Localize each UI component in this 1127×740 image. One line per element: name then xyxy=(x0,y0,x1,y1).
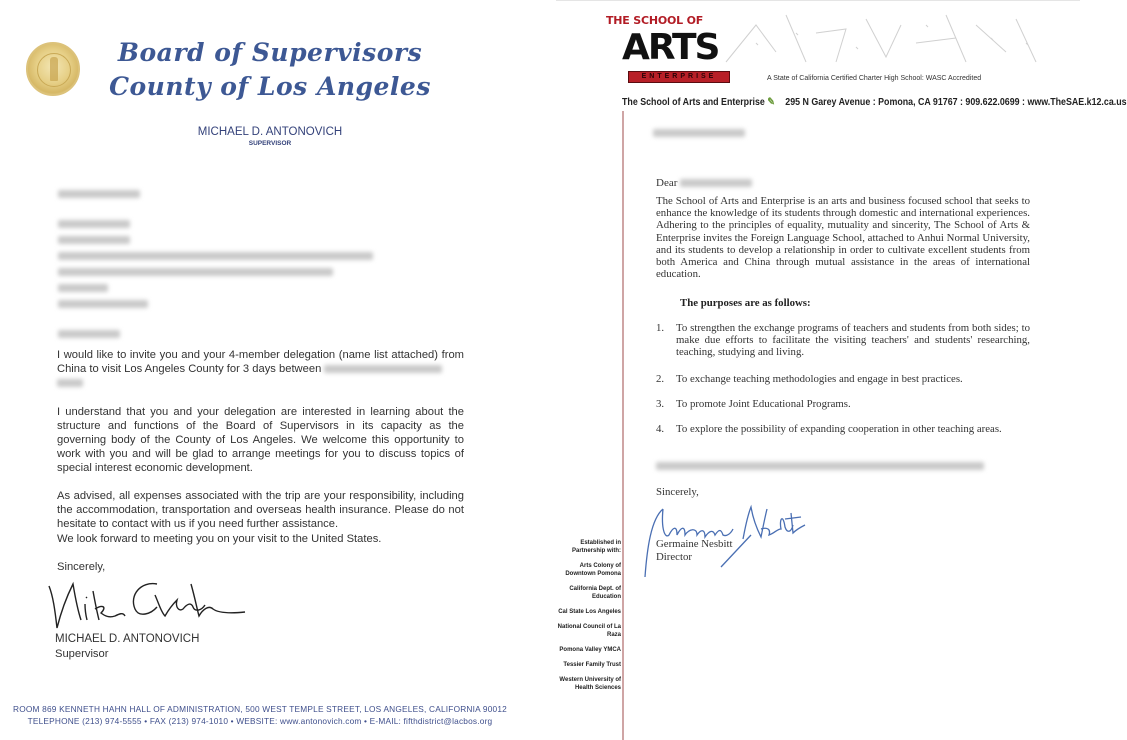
partner-item: California Dept. of Education xyxy=(569,586,621,600)
signer-name: Germaine Nesbitt xyxy=(656,538,733,550)
purpose-item: 1. To strengthen the exchange programs of teachers and students from both sides; to make due efforts to facilitate the visiting teachers' and students' researching, teaching, studying and living. xyxy=(656,322,1030,359)
footer-contact: TELEPHONE (213) 974-5555 • FAX (213) 974-1010 • WEBSITE: www.antonovich.com • E-MAIL: fifthdistrict@lacbos.org xyxy=(27,716,493,726)
partners-list xyxy=(556,539,621,699)
letterhead-line-1: Board of Supervisors xyxy=(117,38,423,67)
redacted-recipient-name xyxy=(680,179,752,187)
letter-paragraph: I would like to invite you and your 4-member delegation (name list attached) from China to visit Los Angeles County for 3 days between xyxy=(57,348,464,390)
purpose-item: 2. To exchange teaching methodologies and engage in best practices. xyxy=(656,373,963,385)
school-contact-line xyxy=(622,97,1127,109)
partner-item: Cal State Los Angeles xyxy=(558,609,621,615)
purpose-item: 3. To promote Joint Educational Programs. xyxy=(656,398,851,410)
redacted-line xyxy=(58,268,333,276)
school-address: 295 N Garey Avenue : Pomona, CA 91767 : 909.622.0699 : www.TheSAE.k12.ca.us xyxy=(785,97,1127,108)
redacted-line xyxy=(656,462,984,470)
school-name: The School of Arts and Enterprise xyxy=(622,97,765,108)
margin-rule xyxy=(622,111,624,740)
partner-item: Tessier Family Trust xyxy=(563,662,621,668)
logo-top-text: THE SCHOOL OF xyxy=(606,14,704,27)
signature-antonovich xyxy=(45,578,255,630)
la-county-letter xyxy=(0,0,540,739)
signer-title: Director xyxy=(656,551,692,563)
supervisor-name-header: MICHAEL D. ANTONOVICH xyxy=(197,126,343,138)
salutation: Dear xyxy=(656,177,752,189)
purposes-title: The purposes are as follows: xyxy=(680,297,811,309)
letter-paragraph: We look forward to meeting you on your visit to the United States. xyxy=(57,533,382,545)
supervisor-title-header: SUPERVISOR xyxy=(248,140,292,147)
redacted-date xyxy=(653,129,745,137)
redacted-line xyxy=(58,220,130,228)
redacted-line xyxy=(58,252,373,260)
partner-item: National Council of La Raza xyxy=(557,624,621,638)
redacted-dates xyxy=(324,365,442,373)
footer-address: ROOM 869 KENNETH HAHN HALL OF ADMINISTRATION, 500 WEST TEMPLE STREET, LOS ANGELES, CALIFORNIA 90012 xyxy=(13,704,507,714)
closing: Sincerely, xyxy=(656,486,699,498)
intro-paragraph: The School of Arts and Enterprise is an arts and business focused school that seeks to enhance the knowledge of its students through domestic and international experiences. Adhering to the principles of equality, mutuality and sincerity, The School of Arts & Enterprise invites the Foreign Language School, attached to Anhui Normal University, and its students to develop a relationship in order to cultivate excellent students from both America and China through mutual assistance in the areas of international education. xyxy=(656,195,1030,281)
pencil-icon: ✎ xyxy=(767,97,775,108)
logo-enterprise-bar: ENTERPRISE xyxy=(628,71,730,83)
redacted-date xyxy=(58,190,140,198)
redacted-line xyxy=(58,284,108,292)
letter-paragraph: I understand that you and your delegation are interested in learning about the structure and functions of the Board of Supervisors in its capacity as the governing body of the County of Los Angeles. We welcome this opportunity to work with you and will be glad to arrange meetings for you to discuss topics of special interest economic development. xyxy=(57,406,464,474)
signer-name: MICHAEL D. ANTONOVICH xyxy=(55,633,200,645)
redacted-line xyxy=(58,236,130,244)
signer-title: Supervisor xyxy=(55,648,109,660)
school-of-arts-letter xyxy=(556,0,1127,739)
closing: Sincerely, xyxy=(57,561,106,573)
partner-item: Arts Colony of Downtown Pomona xyxy=(565,563,621,577)
partner-heading: Established in Partnership with: xyxy=(571,540,621,554)
decorative-scribble xyxy=(716,7,1056,67)
partner-item: Western University of Health Sciences xyxy=(559,677,621,691)
redacted-year xyxy=(57,379,83,387)
redacted-salutation xyxy=(58,330,120,338)
school-logo xyxy=(600,15,730,85)
redacted-line xyxy=(58,300,148,308)
logo-arts-text: ARTS xyxy=(622,27,719,68)
partner-item: Pomona Valley YMCA xyxy=(559,647,621,653)
letterhead-line-2: County of Los Angeles xyxy=(109,72,431,101)
purpose-item: 4. To explore the possibility of expanding cooperation in other teaching areas. xyxy=(656,423,1002,435)
school-tagline: A State of California Certified Charter High School: WASC Accredited xyxy=(767,75,982,82)
letter-paragraph: As advised, all expenses associated with the trip are your responsibility, including the accommodation, transportation and overseas health insurance. Please do not hesitate to contact with us if you need further assistance. xyxy=(57,490,464,530)
